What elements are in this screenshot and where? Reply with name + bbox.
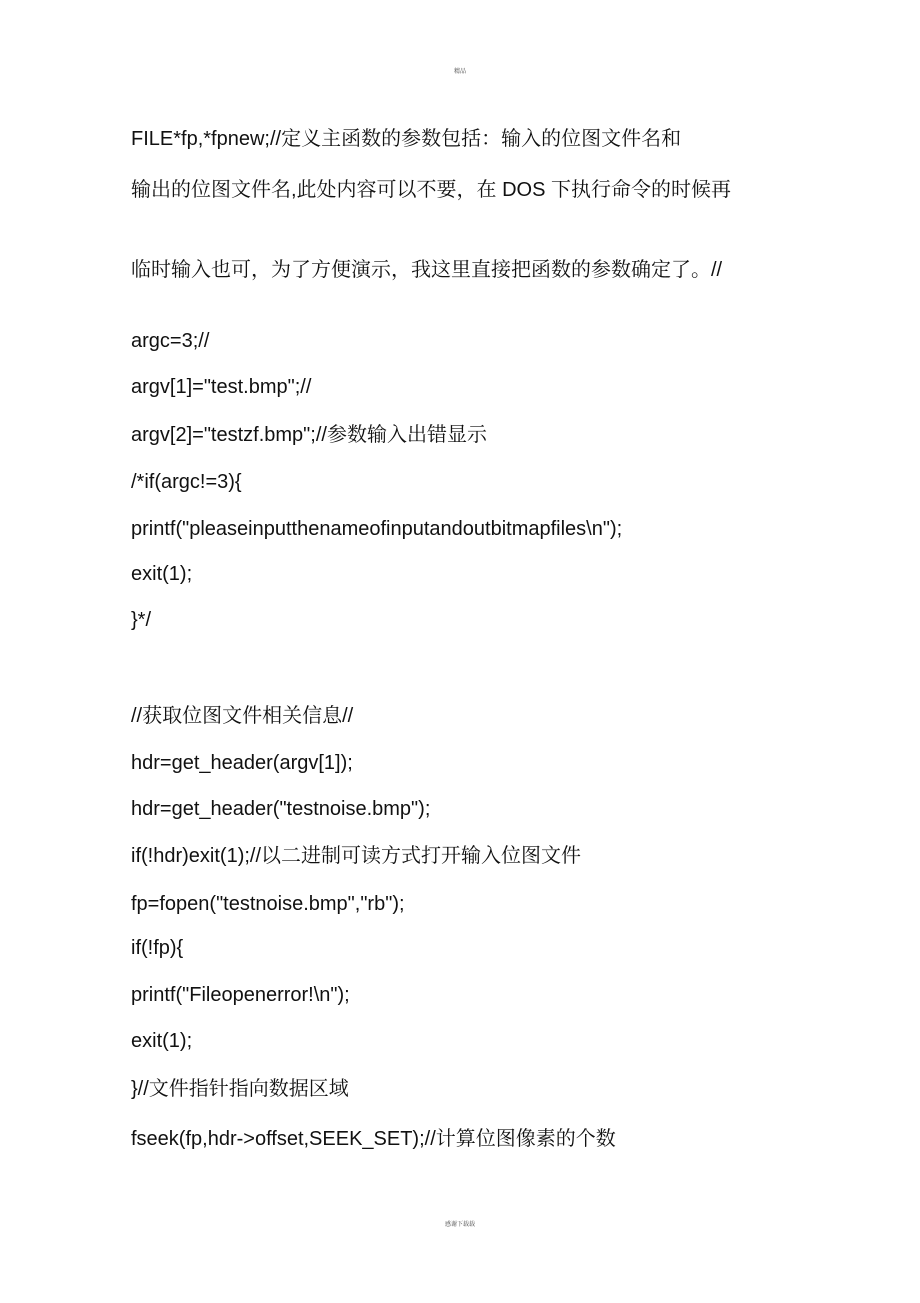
text-line: }*/ (131, 609, 152, 631)
text-line: /*if(argc!=3){ (131, 471, 242, 493)
text-line: //获取位图文件相关信息// (131, 705, 354, 727)
text-line: argv[1]="test.bmp";// (131, 376, 312, 398)
text-line: printf("pleaseinputthenameofinputandoutbitmapfiles\n"); (131, 518, 623, 540)
text-line: if(!hdr)exit(1);//以二进制可读方式打开输入位图文件 (131, 845, 582, 867)
text-line: exit(1); (131, 1030, 193, 1052)
text-line: FILE*fp,*fpnew;//定义主函数的参数包括：输入的位图文件名和 (131, 128, 682, 150)
text-line: 临时输入也可，为了方便演示，我这里直接把函数的参数确定了。// (131, 259, 723, 281)
text-line: argv[2]="testzf.bmp";//参数输入出错显示 (131, 424, 487, 446)
text-line: exit(1); (131, 563, 193, 585)
text-line: if(!fp){ (131, 937, 184, 959)
text-line: printf("Fileopenerror!\n"); (131, 984, 350, 1006)
text-line: fseek(fp,hdr->offset,SEEK_SET);//计算位图像素的个数 (131, 1128, 616, 1150)
text-line: }//文件指针指向数据区域 (131, 1078, 349, 1100)
text-line: hdr=get_header("testnoise.bmp"); (131, 798, 431, 820)
text-line: argc=3;// (131, 330, 210, 352)
page-header-mark: 精品 (453, 68, 466, 75)
text-line: hdr=get_header(argv[1]); (131, 752, 353, 774)
page-footer-mark: 感谢下载载 (444, 1221, 475, 1228)
text-line: fp=fopen("testnoise.bmp","rb"); (131, 893, 405, 915)
text-line: 输出的位图文件名,此处内容可以不要，在 DOS 下执行命令的时候再 (131, 179, 732, 201)
